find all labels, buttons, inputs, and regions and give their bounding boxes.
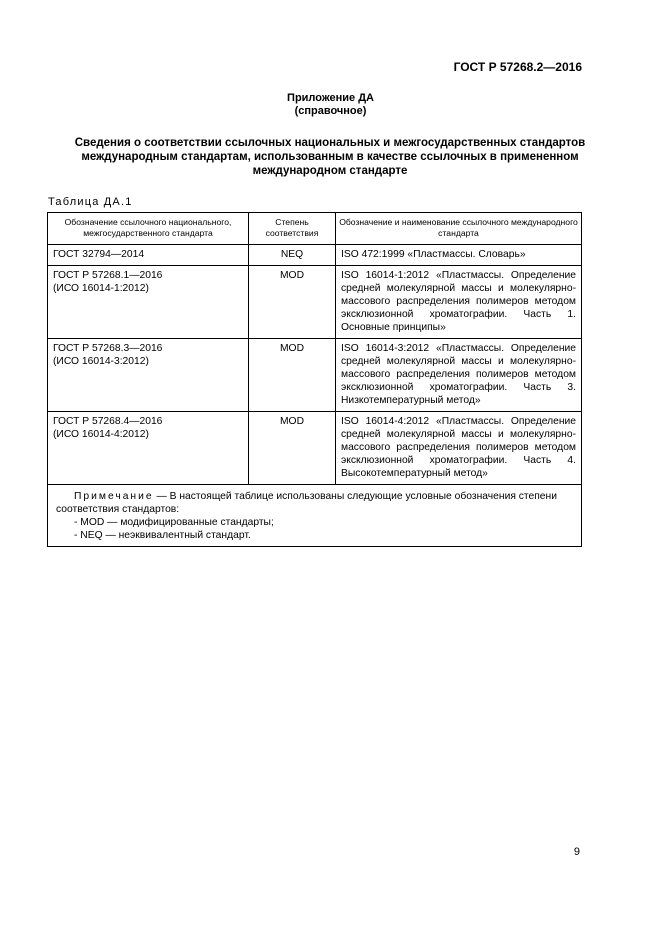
header-degree-of-conformity: Степень соответствия	[249, 213, 336, 245]
note-text: — В настоящей таблице использованы следующие условные обозначения степени соответствия стандартов:	[56, 491, 557, 515]
conformity-table	[47, 212, 582, 547]
standard-iso-designation: (ИСО 16014-1:2012)	[53, 283, 149, 294]
cell-international: ISO 16014-1:2012 «Пластмассы. Определение средней молекулярной массы и молекулярно-массового распределения полимеров методом эксклюзионной хроматографии. Часть 1. Основные принципы»	[336, 266, 582, 339]
cell-degree: NEQ	[249, 245, 336, 266]
cell-degree: MOD	[249, 339, 336, 412]
standard-designation: ГОСТ Р 57268.1—2016	[53, 270, 163, 281]
note-paragraph	[56, 490, 573, 516]
section-title-line-1: Сведения о соответствии ссылочных национальных и межгосударственных стандартов	[74, 137, 586, 149]
section-title-line-3: международном стандарте	[252, 165, 408, 177]
table-caption: Таблица ДА.1	[48, 196, 133, 208]
cell-standard	[48, 339, 249, 412]
document-number: ГОСТ Р 57268.2—2016	[453, 60, 582, 74]
cell-standard	[48, 266, 249, 339]
standard-iso-designation: (ИСО 16014-3:2012)	[53, 356, 149, 367]
cell-international: ISO 16014-4:2012 «Пластмассы. Определение средней молекулярной массы и молекулярно-массового распределения полимеров методом эксклюзионной хроматографии. Часть 4. Высокотемпературный метод»	[336, 412, 582, 485]
header-international-standard: Обозначение и наименование ссылочного международного стандарта	[336, 213, 582, 245]
cell-international: ISO 472:1999 «Пластмассы. Словарь»	[336, 245, 582, 266]
cell-international: ISO 16014-3:2012 «Пластмассы. Определение средней молекулярной массы и молекулярно-массового распределения полимеров методом эксклюзионной хроматографии. Часть 3. Низкотемпературный метод»	[336, 339, 582, 412]
standard-designation: ГОСТ 32794—2014	[53, 249, 145, 260]
table-header-row	[48, 213, 582, 245]
appendix-heading	[0, 92, 661, 118]
standard-designation: ГОСТ Р 57268.3—2016	[53, 343, 163, 354]
cell-standard	[48, 412, 249, 485]
cell-degree: MOD	[249, 266, 336, 339]
table-row	[48, 339, 582, 412]
section-title-line-2: международным стандартам, использованным в качестве ссылочных в примененном	[81, 151, 579, 163]
header-national-standard: Обозначение ссылочного национального, межгосударственного стандарта	[48, 213, 249, 245]
table-note-row	[48, 485, 582, 547]
table-row	[48, 266, 582, 339]
standard-iso-designation: (ИСО 16014-4:2012)	[53, 429, 149, 440]
appendix-title: Приложение ДА	[287, 92, 374, 104]
note-label: Примечание	[74, 491, 154, 502]
cell-degree: MOD	[249, 412, 336, 485]
note-item-mod: - MOD — модифицированные стандарты;	[74, 517, 274, 528]
standard-designation: ГОСТ Р 57268.4—2016	[53, 416, 163, 427]
section-title	[40, 136, 620, 178]
appendix-subtitle: (справочное)	[294, 105, 367, 117]
table-row	[48, 245, 582, 266]
table-note	[48, 485, 582, 547]
note-item-neq: - NEQ — неэквивалентный стандарт.	[74, 530, 251, 541]
table-row	[48, 412, 582, 485]
cell-standard	[48, 245, 249, 266]
page-number: 9	[573, 846, 580, 858]
